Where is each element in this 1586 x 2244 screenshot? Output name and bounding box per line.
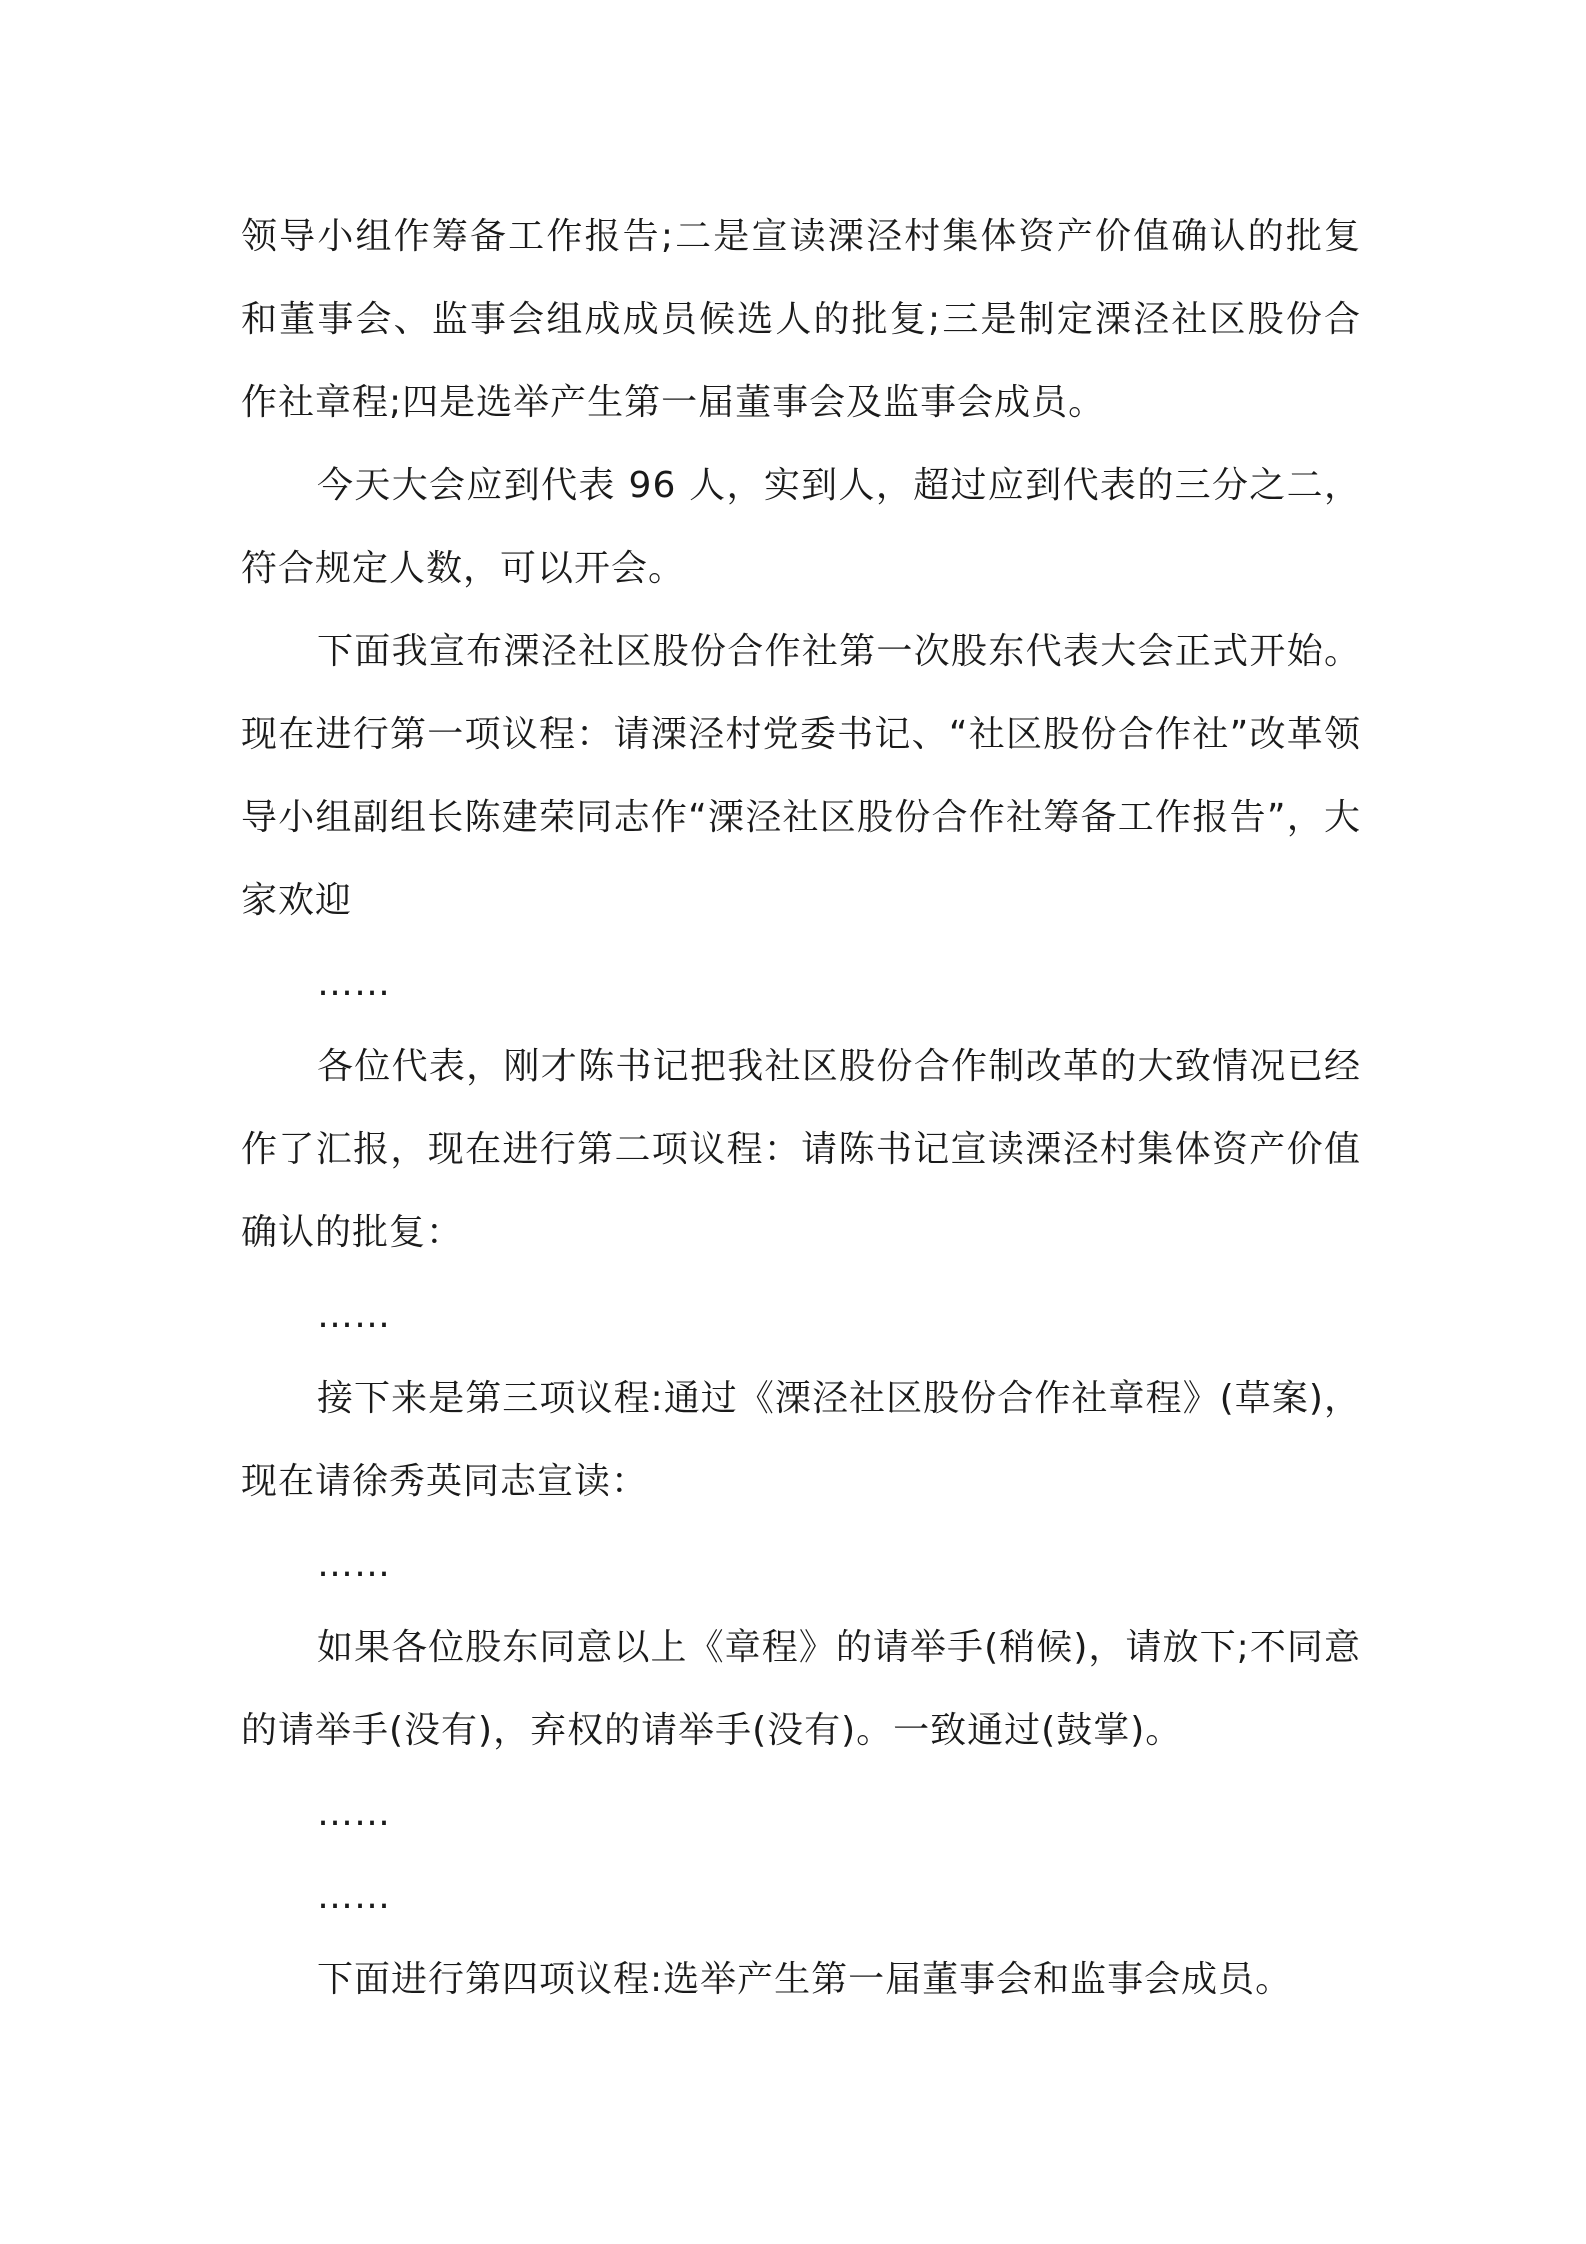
paragraph-ellipsis-1: …… xyxy=(317,963,391,1004)
paragraph-vote: 如果各位股东同意以上《章程》的请举手(稍候)，请放下;不同意的请举手(没有)，弃权的请举手(没有)。一致通过(鼓掌)。 xyxy=(241,1627,1361,1751)
paragraph-ellipsis-3: …… xyxy=(317,1544,391,1585)
paragraph-third-item: 接下来是第三项议程:通过《溧泾社区股份合作社章程》(草案)，现在请徐秀英同志宣读： xyxy=(241,1378,1361,1502)
paragraph-fourth-item: 下面进行第四项议程:选举产生第一届董事会和监事会成员。 xyxy=(317,1959,1293,2000)
document-body xyxy=(241,195,1361,2021)
paragraph-opening-and-first-item: 下面我宣布溧泾社区股份合作社第一次股东代表大会正式开始。现在进行第一项议程：请溧泾村党委书记、“社区股份合作社”改革领导小组副组长陈建荣同志作“溧泾社区股份合作社筹备工作报告”，大家欢迎 xyxy=(241,631,1361,921)
paragraph-second-item: 各位代表，刚才陈书记把我社区股份合作制改革的大致情况已经作了汇报，现在进行第二项议程：请陈书记宣读溧泾村集体资产价值确认的批复： xyxy=(241,1046,1361,1253)
paragraph-attendance: 今天大会应到代表 96 人，实到人，超过应到代表的三分之二，符合规定人数，可以开会。 xyxy=(241,465,1361,589)
paragraph-agenda-summary: 领导小组作筹备工作报告;二是宣读溧泾村集体资产价值确认的批复和董事会、监事会组成成员候选人的批复;三是制定溧泾社区股份合作社章程;四是选举产生第一届董事会及监事会成员。 xyxy=(241,216,1361,423)
paragraph-ellipsis-5: …… xyxy=(317,1876,391,1917)
paragraph-ellipsis-4: …… xyxy=(317,1793,391,1834)
paragraph-ellipsis-2: …… xyxy=(317,1295,391,1336)
